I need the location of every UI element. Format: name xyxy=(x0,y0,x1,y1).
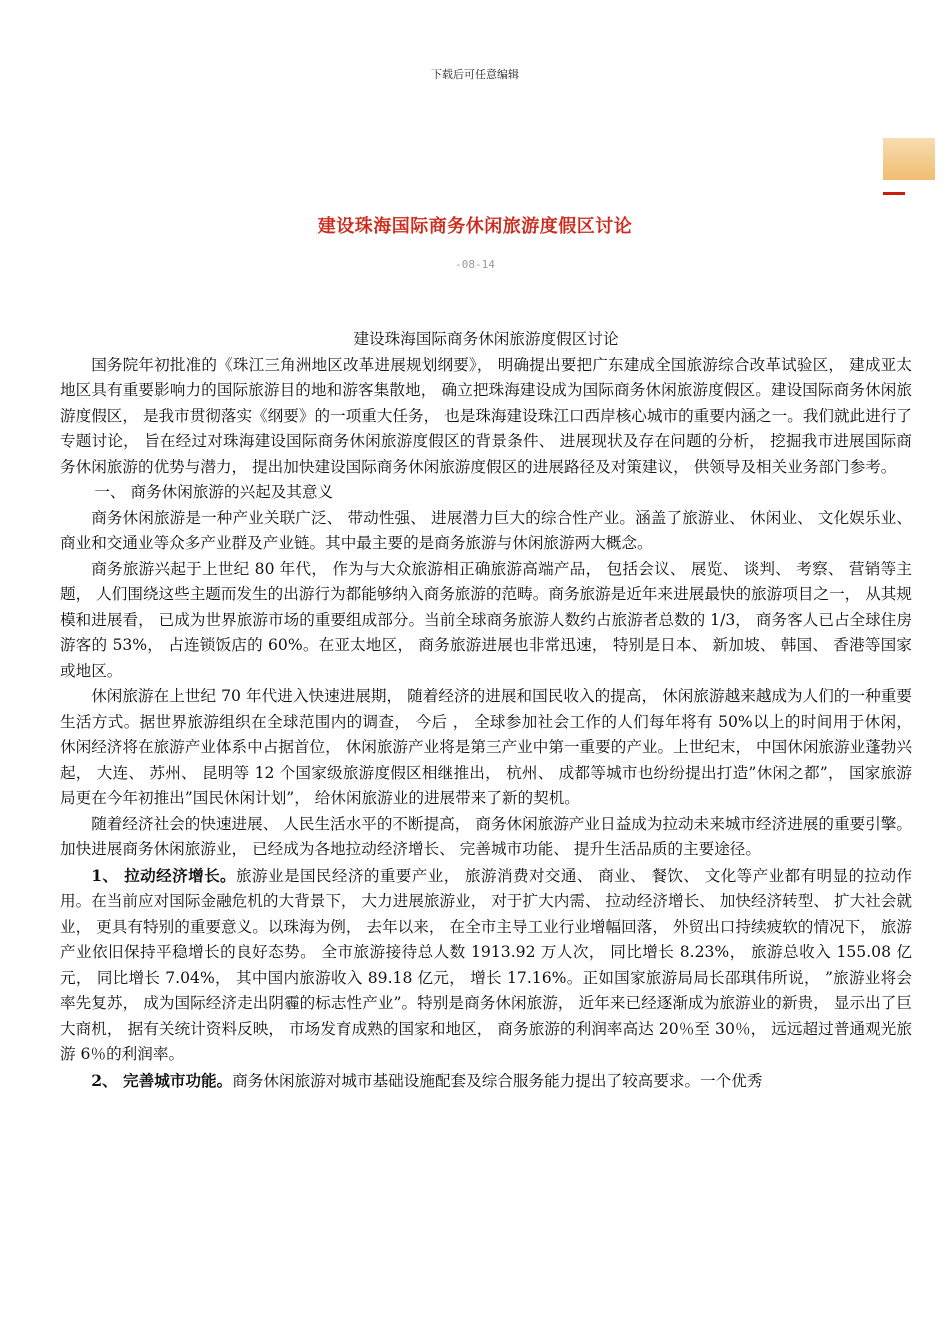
paragraph: 休闲旅游在上世纪 70 年代进入快速进展期， 随着经济的进展和国民收入的提高， 休闲旅游越来越成为人们的一种重要生活方式。据世界旅游组织在全球范围内的调查， 今后 ， 全球参加社会工作的人们每年将有 50%以上的时间用于休闲， 休闲经济将在旅游产业体系中占据首位， 休闲旅游产业将是第三产业中第一重要的产业。上世纪末， 中国休闲旅游业蓬勃兴起， 大连、 苏州、 昆明等 12 个国家级旅游度假区相继推出， 杭州、 成都等城市也纷纷提出打造”休闲之都”， 国家旅游局更在今年初推出”国民休闲计划”， 给休闲旅游业的进展带来了新的契机。 xyxy=(60,687,912,807)
item-label: 2、 完善城市功能。 xyxy=(91,1070,233,1090)
document-date: -08-14 xyxy=(455,258,495,271)
intro-paragraph: 国务院年初批准的《珠江三角洲地区改革进展规划纲要》， 明确提出要把广东建成全国旅游综合改革试验区， 建成亚太地区具有重要影响力的国际旅游目的地和游客集散地， 确立把珠海建设成为国际商务休闲旅游度假区。建设国际商务休闲旅游度假区， 是我市贯彻落实《纲要》的一项重大任务， 也是珠海建设珠江口西岸核心城市的重要内涵之一。我们就此进行了专题讨论， 旨在经过对珠海建设国际商务休闲旅游度假区的背景条件、 进展现状及存在问题的分析， 挖掘我市进展国际商务休闲旅游的优势与潜力， 提出加快建设国际商务休闲旅游度假区的进展路径及对策建议， 供领导及相关业务部门参考。 xyxy=(60,355,912,476)
numbered-item-2 xyxy=(60,1068,912,1095)
body-title: 建设珠海国际商务休闲旅游度假区讨论 xyxy=(353,330,619,348)
numbered-item-1 xyxy=(60,863,912,1068)
item-text: 商务休闲旅游对城市基础设施配套及综合服务能力提出了较高要求。一个优秀 xyxy=(232,1071,763,1090)
decorative-orange-block xyxy=(883,138,935,180)
item-label: 1、 拉动经济增长。 xyxy=(91,865,237,885)
item-text: 旅游业是国民经济的重要产业， 旅游消费对交通、 商业、 餐饮、 文化等产业都有明显的拉动作用。在当前应对国际金融危机的大背景下， 大力进展旅游业， 对于扩大内需、 拉动经济增长、 加快经济转型、 扩大社会就业， 更具有特别的重要意义。以珠海为例， 去年以来， 在全市主导工业行业增幅回落， 外贸出口持续疲软的情况下， 旅游产业依旧保持平稳增长的良好态势。 全市旅游接待总人数 1913.92 万人次， 同比增长 8.23%， 旅游总收入 155.08 亿元， 同比增长 7.04%， 其中国内旅游收入 89.18 亿元， 增长 17.16%。正如国家旅游局局长邵琪伟所说， ”旅游业将会率先复苏， 成为国际经济走出阴霾的标志性产业”。特别是商务休闲旅游， 近年来已经逐渐成为旅游业的新贵， 显示出了巨大商机， 据有关统计资料反映， 市场发育成熟的国家和地区， 商务旅游的利润率高达 20％至 30％， 远远超过普通观光旅游 6％的利润率。 xyxy=(60,866,913,1063)
paragraph: 商务休闲旅游是一种产业关联广泛、 带动性强、 进展潜力巨大的综合性产业。涵盖了旅游业、 休闲业、 文化娱乐业、 商业和交通业等众多产业群及产业链。其中最主要的是商务旅游与休闲旅游两大概念。 xyxy=(60,508,912,552)
document-body xyxy=(60,327,912,1094)
paragraph: 随着经济社会的快速进展、 人民生活水平的不断提高， 商务休闲旅游产业日益成为拉动未来城市经济进展的重要引擎。加快进展商务休闲旅游业， 已经成为各地拉动经济增长、 完善城市功能、 提升生活品质的主要途径。 xyxy=(60,814,912,858)
paragraph: 商务旅游兴起于上世纪 80 年代， 作为与大众旅游相正确旅游高端产品， 包括会议、 展览、 谈判、 考察、 营销等主题， 人们围绕这些主题而发生的出游行为都能够纳入商务旅游的范畴。商务旅游是近年来进展最快的旅游项目之一， 从其规模和进展看， 已成为世界旅游市场的重要组成部分。当前全球商务旅游人数约占旅游者总数的 1/3， 商务客人已占全球住房游客的 53%， 占连锁饭店的 60%。在亚太地区， 商务旅游进展也非常迅速， 特别是日本、 新加坡、 韩国、 香港等国家或地区。 xyxy=(60,559,912,680)
decorative-red-line xyxy=(883,192,905,195)
document-title: 建设珠海国际商务休闲旅游度假区讨论 xyxy=(317,216,633,237)
section-heading: 一、 商务休闲旅游的兴起及其意义 xyxy=(94,483,334,501)
header-note: 下载后可任意编辑 xyxy=(431,68,519,81)
